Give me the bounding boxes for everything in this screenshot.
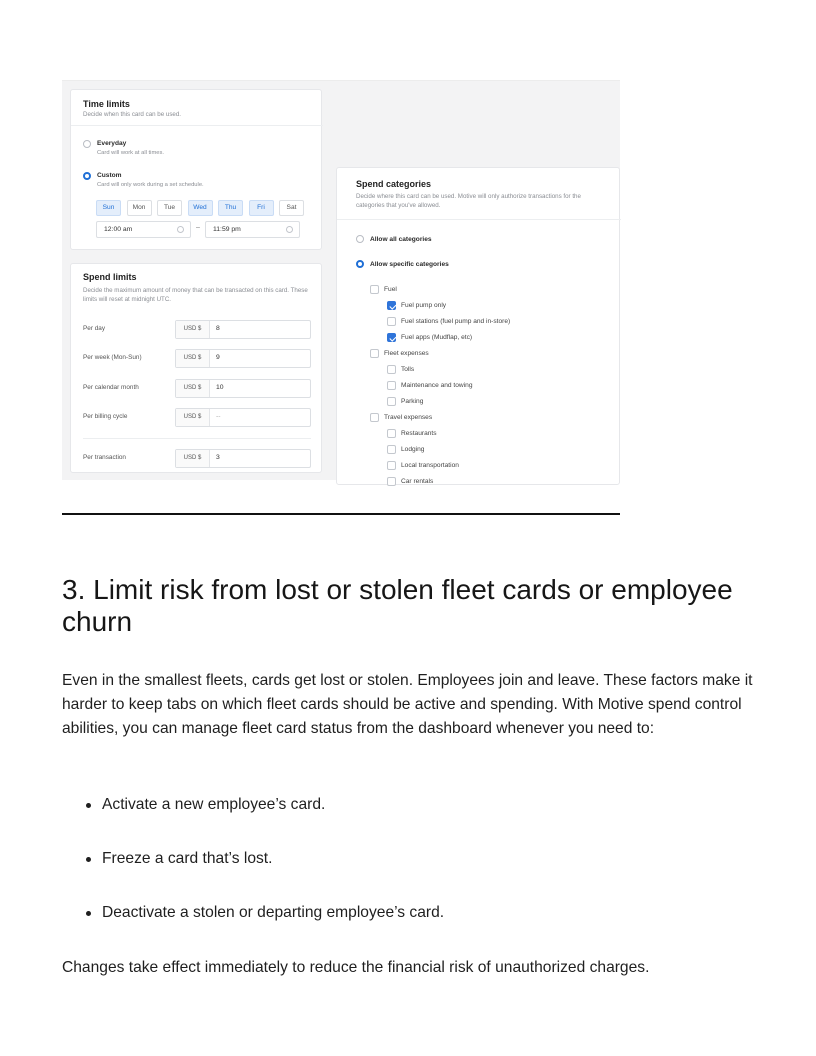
intro-paragraph: Even in the smallest fleets, cards get lost or stolen. Employees join and leave. These factors make it harder to keep tabs on which fleet cards should be active and spending. With Motive spend control abilities, you can manage fleet card status from the dashboard whenever you need to: <box>62 672 753 737</box>
currency-prefix: USD $ <box>176 380 210 397</box>
day-toggle-tue[interactable]: Tue <box>157 200 182 216</box>
everyday-radio[interactable] <box>83 140 91 148</box>
limit-value: 9 <box>216 354 220 361</box>
category-checkbox[interactable] <box>387 381 396 390</box>
category-label: Fuel <box>384 286 397 293</box>
limit-amount-input[interactable] <box>175 408 311 427</box>
bullet-text: Activate a new employee’s card. <box>102 796 326 813</box>
currency-prefix: USD $ <box>176 409 210 426</box>
spend-limits-title: Spend limits <box>83 272 137 282</box>
spend-limit-row <box>71 408 331 428</box>
limit-label: Per calendar month <box>83 384 139 391</box>
end-time-value: 11:59 pm <box>213 226 241 233</box>
closing-paragraph: Changes take effect immediately to reduce the financial risk of unauthorized charges. <box>62 959 650 976</box>
bullet-icon <box>86 803 91 808</box>
category-checkbox[interactable] <box>370 413 379 422</box>
limit-amount-input[interactable] <box>175 349 311 368</box>
category-label: Restaurants <box>401 430 437 437</box>
currency-prefix: USD $ <box>176 450 210 467</box>
clock-icon <box>286 226 293 233</box>
bullet-text: Deactivate a stolen or departing employee’s card. <box>102 904 445 921</box>
spend-limits-desc: Decide the maximum amount of money that can be transacted on this card. These limits will reset at midnight UTC. <box>83 287 308 303</box>
category-label: Car rentals <box>401 478 434 485</box>
category-checkbox[interactable] <box>387 397 396 406</box>
limit-label: Per billing cycle <box>83 413 128 420</box>
card-divider <box>337 219 621 220</box>
bullet-icon <box>86 911 91 916</box>
category-checkbox[interactable] <box>387 365 396 374</box>
category-checkbox[interactable] <box>370 349 379 358</box>
allow-all-radio[interactable] <box>356 235 364 243</box>
spend-limit-row <box>71 349 331 369</box>
custom-label: Custom <box>97 172 122 179</box>
category-label: Local transportation <box>401 462 459 469</box>
spend-limits-card <box>70 263 322 473</box>
card-divider <box>71 125 323 126</box>
everyday-label: Everyday <box>97 140 127 147</box>
limit-label: Per transaction <box>83 454 126 461</box>
clock-icon <box>177 226 184 233</box>
list-item <box>62 847 762 901</box>
section-divider <box>62 513 620 515</box>
category-label: Lodging <box>401 446 425 453</box>
category-checkbox[interactable] <box>370 285 379 294</box>
category-label: Fuel pump only <box>401 302 447 309</box>
bullet-icon <box>86 857 91 862</box>
category-label: Fuel apps (Mudflap, etc) <box>401 334 473 341</box>
list-item <box>62 901 762 955</box>
allow-specific-radio[interactable] <box>356 260 364 268</box>
category-checkbox[interactable] <box>387 333 396 342</box>
category-label: Parking <box>401 398 424 405</box>
custom-sub: Card will only work during a set schedule. <box>97 182 204 188</box>
category-checkbox[interactable] <box>387 429 396 438</box>
category-label: Maintenance and towing <box>401 382 473 389</box>
spend-categories-card <box>336 167 620 485</box>
limit-value: -- <box>216 413 221 420</box>
day-toggle-mon[interactable]: Mon <box>127 200 152 216</box>
allow-all-label: Allow all categories <box>370 236 432 243</box>
category-checkbox[interactable] <box>387 445 396 454</box>
limit-value: 10 <box>216 384 224 391</box>
category-checkbox[interactable] <box>387 461 396 470</box>
start-time-input[interactable] <box>96 221 191 238</box>
everyday-sub: Card will work at all times. <box>97 150 165 156</box>
day-toggle-thu[interactable]: Thu <box>218 200 243 216</box>
limit-value: 8 <box>216 325 220 332</box>
section-heading: 3. Limit risk from lost or stolen fleet cards or employee churn <box>62 574 733 637</box>
limit-label: Per week (Mon-Sun) <box>83 354 142 361</box>
category-label: Travel expenses <box>384 414 433 421</box>
day-toggle-sun[interactable]: Sun <box>96 200 121 216</box>
currency-prefix: USD $ <box>176 350 210 367</box>
list-item <box>62 793 762 847</box>
time-limits-desc: Decide when this card can be used. <box>83 111 182 118</box>
custom-radio[interactable] <box>83 172 91 180</box>
spend-limit-row <box>71 320 331 340</box>
spend-categories-desc: Decide where this card can be used. Motive will only authorize transactions for the categories that you've allowed. <box>356 193 581 209</box>
spend-controls-screenshot <box>62 80 620 485</box>
limit-amount-input[interactable] <box>175 320 311 339</box>
spend-limit-row <box>71 379 331 399</box>
spend-limit-row <box>71 449 331 469</box>
category-checkbox[interactable] <box>387 477 396 486</box>
day-toggle-wed[interactable]: Wed <box>188 200 213 216</box>
limit-label: Per day <box>83 325 106 332</box>
bullet-list <box>62 793 762 955</box>
spend-categories-title: Spend categories <box>356 179 432 189</box>
bullet-text: Freeze a card that’s lost. <box>102 850 273 867</box>
time-limits-card <box>70 89 322 250</box>
time-limits-title: Time limits <box>83 99 130 109</box>
end-time-input[interactable] <box>205 221 300 238</box>
day-toggle-fri[interactable]: Fri <box>249 200 274 216</box>
limit-amount-input[interactable] <box>175 449 311 468</box>
category-label: Fleet expenses <box>384 350 429 357</box>
category-checkbox[interactable] <box>387 301 396 310</box>
allow-specific-label: Allow specific categories <box>370 261 449 268</box>
category-label: Tolls <box>401 366 415 373</box>
currency-prefix: USD $ <box>176 321 210 338</box>
card-divider <box>83 438 311 439</box>
category-label: Fuel stations (fuel pump and in-store) <box>401 318 511 325</box>
limit-value: 3 <box>216 454 220 461</box>
start-time-value: 12:00 am <box>104 226 133 233</box>
time-separator: – <box>196 224 200 231</box>
limit-amount-input[interactable] <box>175 379 311 398</box>
day-toggle-sat[interactable]: Sat <box>279 200 304 216</box>
category-checkbox[interactable] <box>387 317 396 326</box>
